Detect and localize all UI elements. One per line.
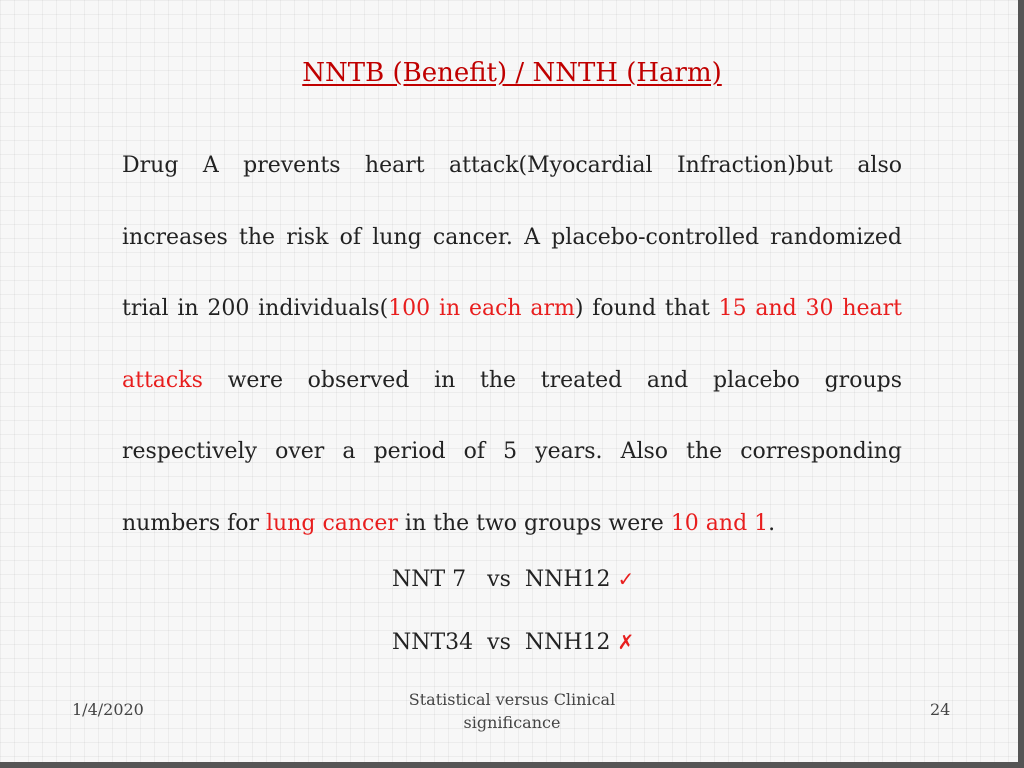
cross-mark-icon: ✗: [617, 630, 635, 654]
nn-comparison-1: [392, 567, 692, 592]
nn-comparison-2: [392, 630, 692, 655]
highlight-lung-cancer: lung cancer: [266, 510, 398, 536]
footer-date: 1/4/2020: [72, 700, 144, 719]
body-text-1: Drug A prevents heart attack(Myocardial Infraction)but also increases the risk of lung cancer. A placebo-controlled randomized trial in 200 individuals(: [122, 153, 902, 322]
slide-title: NNTB (Benefit) / NNTH (Harm): [302, 58, 722, 88]
footer-title: Statistical versus Clinical significance: [408, 690, 616, 732]
body-text-3: were observed in the treated and placebo groups respectively over a period of 5 years. Also the corresponding numbers for: [122, 367, 902, 536]
nn-comparison-2-text: NNT34 vs NNH12: [392, 630, 618, 655]
slide-right-edge: [1018, 0, 1024, 768]
highlight-arm-size: 100 in each arm: [388, 296, 575, 322]
body-text-5: .: [768, 510, 776, 536]
body-text-4: in the two groups were: [397, 510, 671, 536]
slide-number: 24: [930, 700, 951, 719]
nn-comparison-1-text: NNT 7 vs NNH12: [392, 567, 618, 592]
highlight-cancer-counts: 10 and 1: [670, 510, 769, 536]
body-text-2: ) found that: [574, 296, 719, 322]
highlight-heart-attacks: 15 and 30 heart attacks: [122, 296, 902, 393]
check-mark-icon: ✓: [617, 567, 635, 591]
body-paragraph: [122, 130, 902, 560]
slide-bottom-edge: [0, 762, 1024, 768]
